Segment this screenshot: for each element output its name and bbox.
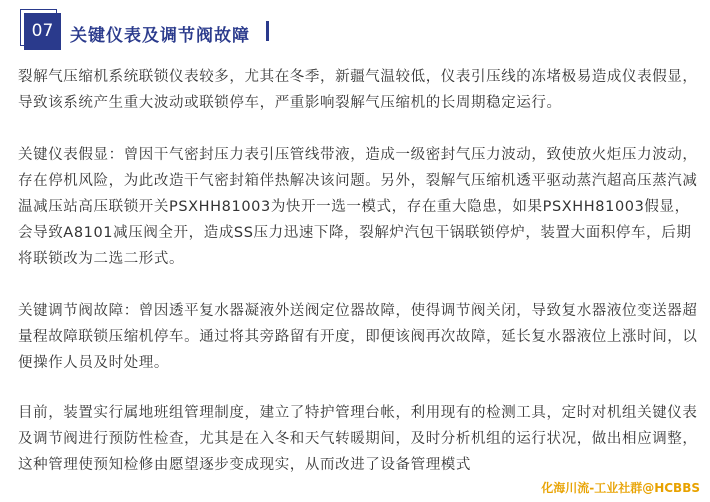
paragraph-valve-fault: 关键调节阀故障：曾因透平复水器凝液外送阀定位器故障，使得调节阀关闭，导致复水器液位变送器超量程故障联锁压缩机停车。通过将其旁路留有开度，即便该阀再次故障，延长复水器液位上涨时间，以便操作人员及时处理。	[18, 303, 698, 371]
section-header	[20, 9, 420, 51]
paragraph-management: 目前，装置实行属地班组管理制度，建立了特护管理台帐，利用现有的检测工具，定时对机组关键仪表及调节阀进行预防性检查，尤其是在入冬和天气转暖期间，及时分析机组的运行状况，做出相应调整，这种管理使预知检修由愿望逐步变成现实，从而改进了设备管理模式	[18, 405, 698, 473]
article-body	[18, 64, 698, 478]
watermark: 化海川流-工业社群@HCBBS	[541, 481, 700, 495]
paragraph-intro: 裂解气压缩机系统联锁仪表较多，尤其在冬季，新疆气温较低，仪表引压线的冻堵极易造成仪表假显，导致该系统产生重大波动或联锁停车，严重影响裂解气压缩机的长周期稳定运行。	[18, 69, 698, 111]
title-divider-bar	[266, 21, 269, 41]
section-title: 关键仪表及调节阀故障	[70, 26, 250, 46]
section-number: 07	[24, 13, 61, 50]
paragraph-instrument-fault: 关键仪表假显：曾因干气密封压力表引压管线带液，造成一级密封气压力波动，致使放火炬压力波动，存在停机风险，为此改造干气密封箱伴热解决该问题。另外，裂解气压缩机透平驱动蒸汽超高压蒸汽减温减压站高压联锁开关PSXHH81003为快开一选一模式，存在重大隐患，如果PSXHH81003假显，会导致A8101减压阀全开，造成SS压力迅速下降，裂解炉汽包干锅联锁停炉，装置大面积停车，后期将联锁改为二选二形式。	[18, 147, 698, 267]
